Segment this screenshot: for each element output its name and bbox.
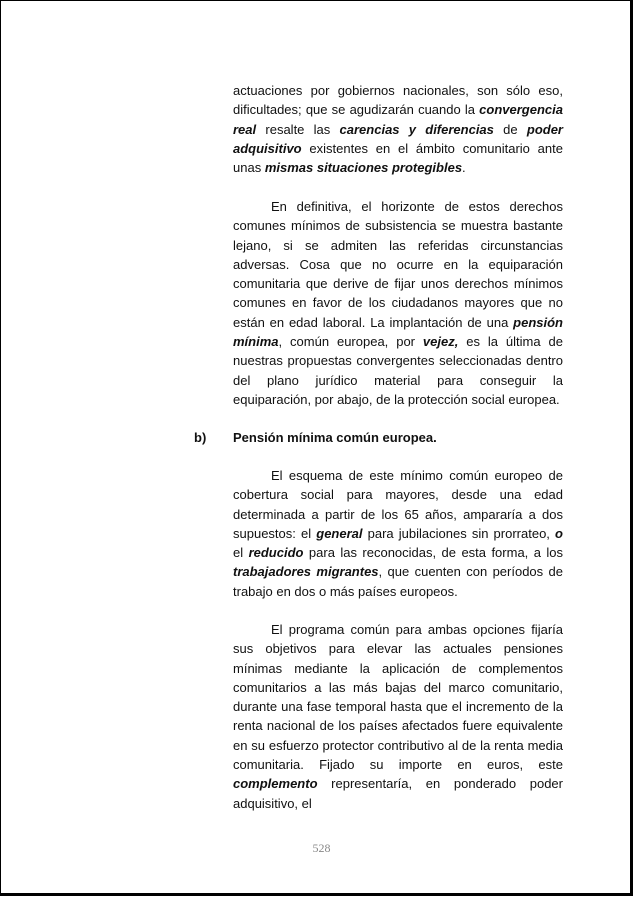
text-segment: En definitiva, el horizonte de estos derechos comunes mínimos de subsistencia se muestra bastante lejano, si se admiten las referidas circunstancias adversas. Cosa que no ocurre en la equiparación comunitaria que derive de fijar unos derechos mínimos comunes en favor de los ciudadanos mayores que no están en edad laboral. La implantación de una [233, 199, 563, 330]
text-segment: existentes en el ámbito comunitario ante unas [233, 140, 563, 176]
text-segment: representaría, en ponderado poder adquisitivo, el [233, 776, 563, 811]
section-marker: b) [194, 430, 207, 445]
emphasized-text: trabajadores migrantes [233, 564, 379, 580]
text-segment: resalte las [256, 121, 340, 137]
text-segment: El programa común para ambas opciones fijaría sus objetivos para elevar las actuales pensiones mínimas mediante la aplicación de complementos comunitarios a las más bajas del marco comunitario, durante una fase temporal hasta que el incremento de la renta nacional de los países afectados fuere equivalente en su esfuerzo protector contributivo al de la renta media comunitaria. Fijado su importe en euros, este [233, 622, 563, 773]
text-segment: el [233, 545, 249, 561]
paragraph-2 [233, 197, 563, 409]
section-title: Pensión mínima común europea. [233, 430, 437, 445]
emphasized-text: poder adquisitivo [233, 121, 563, 156]
text-segment: es la última de nuestras propuestas convergentes seleccionadas dentro del plano jurídico material para conseguir la equiparación, por abajo, de la protección social europea. [233, 334, 563, 407]
emphasized-text: complemento [233, 776, 318, 792]
paragraph-3 [233, 466, 563, 601]
paragraph-4 [233, 620, 563, 813]
text-segment: , que cuenten con períodos de trabajo en dos o más países europeos. [233, 564, 563, 599]
paragraph-1 [233, 81, 563, 177]
text-segment: . [462, 160, 466, 176]
emphasized-text: mismas situaciones protegibles [264, 160, 463, 176]
text-segment: para jubilaciones sin prorrateo, [362, 525, 556, 541]
emphasized-text: vejez, [422, 334, 459, 350]
text-segment: actuaciones por gobiernos nacionales, son sólo eso, dificultades; que se agudizarán cuando la [233, 83, 563, 118]
emphasized-text: pensión mínima [233, 314, 563, 350]
text-segment: para las reconocidas, de esta forma, a los [303, 545, 564, 561]
emphasized-text: reducido [248, 545, 304, 561]
emphasized-text: convergencia real [233, 102, 563, 137]
emphasized-text: o [555, 525, 563, 541]
text-segment: de [493, 121, 527, 137]
emphasized-text: general [316, 525, 363, 541]
text-segment: , común europea, por [278, 334, 423, 350]
page-number: 528 [312, 841, 331, 855]
text-segment: El esquema de este mínimo común europeo de cobertura social para mayores, desde una edad determinada a partir de los 65 años, ampararía a dos supuestos: el [233, 468, 563, 541]
emphasized-text: carencias y diferencias [339, 121, 494, 137]
